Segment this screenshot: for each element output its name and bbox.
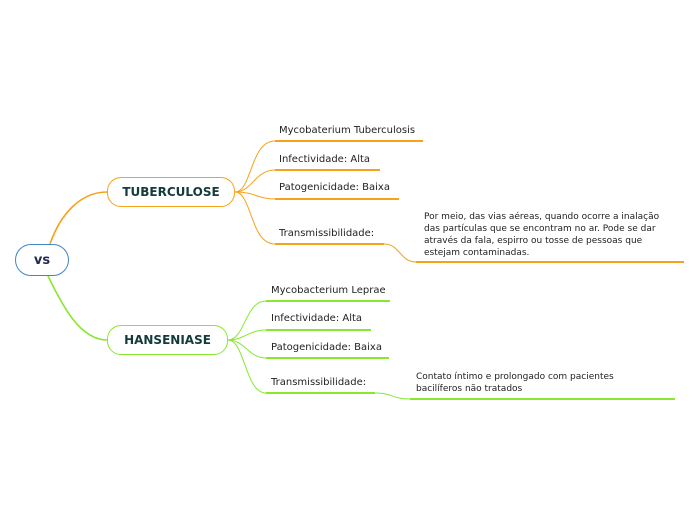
subtopic-tb-pathogenicity[interactable]: Patogenicidade: Baixa	[279, 182, 390, 193]
connector-hs-note	[375, 393, 410, 399]
central-topic[interactable]	[15, 244, 69, 276]
note-tb-line: estejam contaminadas.	[424, 248, 530, 258]
central-topic-label: vs	[33, 252, 51, 268]
topic-tuberculose-label: TUBERCULOSE	[122, 185, 220, 199]
connector-tb-4	[235, 192, 275, 244]
subtopic-hs-pathogenicity[interactable]: Patogenicidade: Baixa	[271, 342, 382, 353]
subtopic-tb-agent[interactable]: Mycobaterium Tuberculosis	[279, 125, 416, 136]
topic-hanseniase-label: HANSENIASE	[124, 333, 211, 347]
note-tb-line: através da fala, espirro ou tosse de pessoas que	[424, 236, 643, 246]
connector-hs-1	[228, 301, 266, 340]
connector-root-tuberculose	[50, 192, 107, 244]
topic-tuberculose[interactable]	[107, 177, 235, 207]
connector-root-hanseniase	[48, 276, 107, 340]
connector-hs-4	[228, 340, 266, 393]
note-hs-line: bacilíferos não tratados	[416, 384, 523, 394]
connector-tb-3	[235, 192, 275, 199]
note-hs-line: Contato íntimo e prolongado com pacientes	[416, 372, 614, 382]
note-tb-line: Por meio, das vias aéreas, quando ocorre a inalação	[424, 212, 660, 222]
note-tb-line: das partículas que se encontram no ar. Pode se dar	[424, 224, 656, 234]
note-tb-transmission[interactable]	[424, 211, 659, 259]
subtopic-tb-transmission[interactable]: Transmissibilidade:	[279, 228, 375, 239]
subtopic-hs-transmission[interactable]: Transmissibilidade:	[271, 377, 367, 388]
connector-tb-note	[384, 244, 416, 262]
subtopic-hs-agent[interactable]: Mycobacterium Leprae	[271, 285, 386, 296]
topic-hanseniase[interactable]	[107, 325, 228, 355]
note-hs-transmission[interactable]	[416, 371, 614, 395]
connector-tb-1	[235, 141, 275, 192]
subtopic-hs-infectivity[interactable]: Infectividade: Alta	[271, 313, 363, 324]
subtopic-tb-infectivity[interactable]: Infectividade: Alta	[279, 154, 371, 165]
